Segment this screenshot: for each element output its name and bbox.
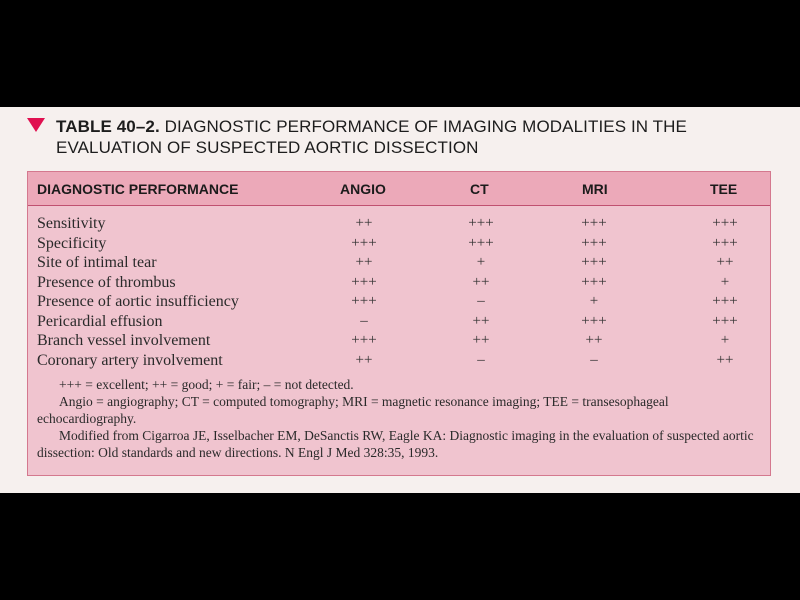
cell-angio: – [360,312,368,329]
table-row [28,235,770,254]
document-page [0,107,800,493]
cell-mri: +++ [581,234,607,251]
cell-tee: ++ [716,254,734,270]
cell-ct: + [476,254,486,270]
cell-ct: +++ [468,234,494,251]
table-box [27,171,771,476]
source-note: Modified from Cigarroa JE, Isselbacher EM, DeSanctis RW, Eagle KA: Diagnostic imaging in the evaluation of suspected aortic dissection: Old standards and new directions. N Engl J Med 328:35, 1993. [37,428,754,460]
cell-mri: +++ [581,312,607,329]
cell-angio: +++ [351,234,377,251]
cell-ct: ++ [472,273,490,290]
cell-mri: ++ [585,332,603,348]
header-tee: TEE [710,181,738,197]
cell-ct: – [477,351,485,368]
cell-ct: ++ [472,332,490,348]
row-label: Coronary artery involvement [37,351,223,369]
header-ct: CT [470,181,489,197]
cell-tee: ++ [716,351,734,368]
cell-mri: – [590,351,598,368]
cell-angio: +++ [351,332,377,348]
row-label: Presence of thrombus [37,273,176,291]
title-line-2: EVALUATION OF SUSPECTED AORTIC DISSECTION [56,138,479,157]
cell-tee: + [720,332,730,348]
row-label: Sensitivity [37,215,106,232]
cell-ct: +++ [468,215,494,231]
table-header [28,172,770,206]
title-line-1: DIAGNOSTIC PERFORMANCE OF IMAGING MODALITIES IN THE [164,117,687,136]
cell-mri: +++ [581,215,607,231]
row-label: Presence of aortic insufficiency [37,293,239,310]
abbreviation-note: Angio = angiography; CT = computed tomography; MRI = magnetic resonance imaging; TEE = transesophageal echocardiography. [37,394,669,426]
table-row [28,274,770,293]
cell-tee: + [720,273,730,290]
table-row [28,313,770,332]
row-label: Pericardial effusion [37,312,163,330]
cell-angio: ++ [355,215,373,231]
triangle-bullet-icon [27,118,45,132]
row-label: Site of intimal tear [37,254,157,271]
legend-note: +++ = excellent; ++ = good; + = fair; – = not detected. [59,377,354,392]
cell-ct: ++ [472,312,490,329]
header-performance: DIAGNOSTIC PERFORMANCE [37,181,239,197]
table-row [28,254,770,273]
cell-tee: +++ [712,293,738,309]
table-row [28,352,770,371]
table-number: TABLE 40–2. [56,117,160,136]
table-row [28,215,770,234]
cell-angio: +++ [351,273,377,290]
cell-mri: +++ [581,254,607,270]
cell-mri: +++ [581,273,607,290]
table-row [28,293,770,312]
cell-angio: ++ [355,254,373,270]
table-footnotes [37,376,762,461]
cell-angio: ++ [355,351,373,368]
header-angio: ANGIO [340,181,386,197]
cell-angio: +++ [351,293,377,309]
table-title [56,116,687,158]
table-row [28,332,770,351]
cell-tee: +++ [712,234,738,251]
header-mri: MRI [582,181,608,197]
cell-tee: +++ [712,312,738,329]
row-label: Branch vessel involvement [37,332,211,349]
cell-tee: +++ [712,215,738,231]
cell-mri: + [589,293,599,309]
cell-ct: – [477,293,485,309]
row-label: Specificity [37,234,107,252]
